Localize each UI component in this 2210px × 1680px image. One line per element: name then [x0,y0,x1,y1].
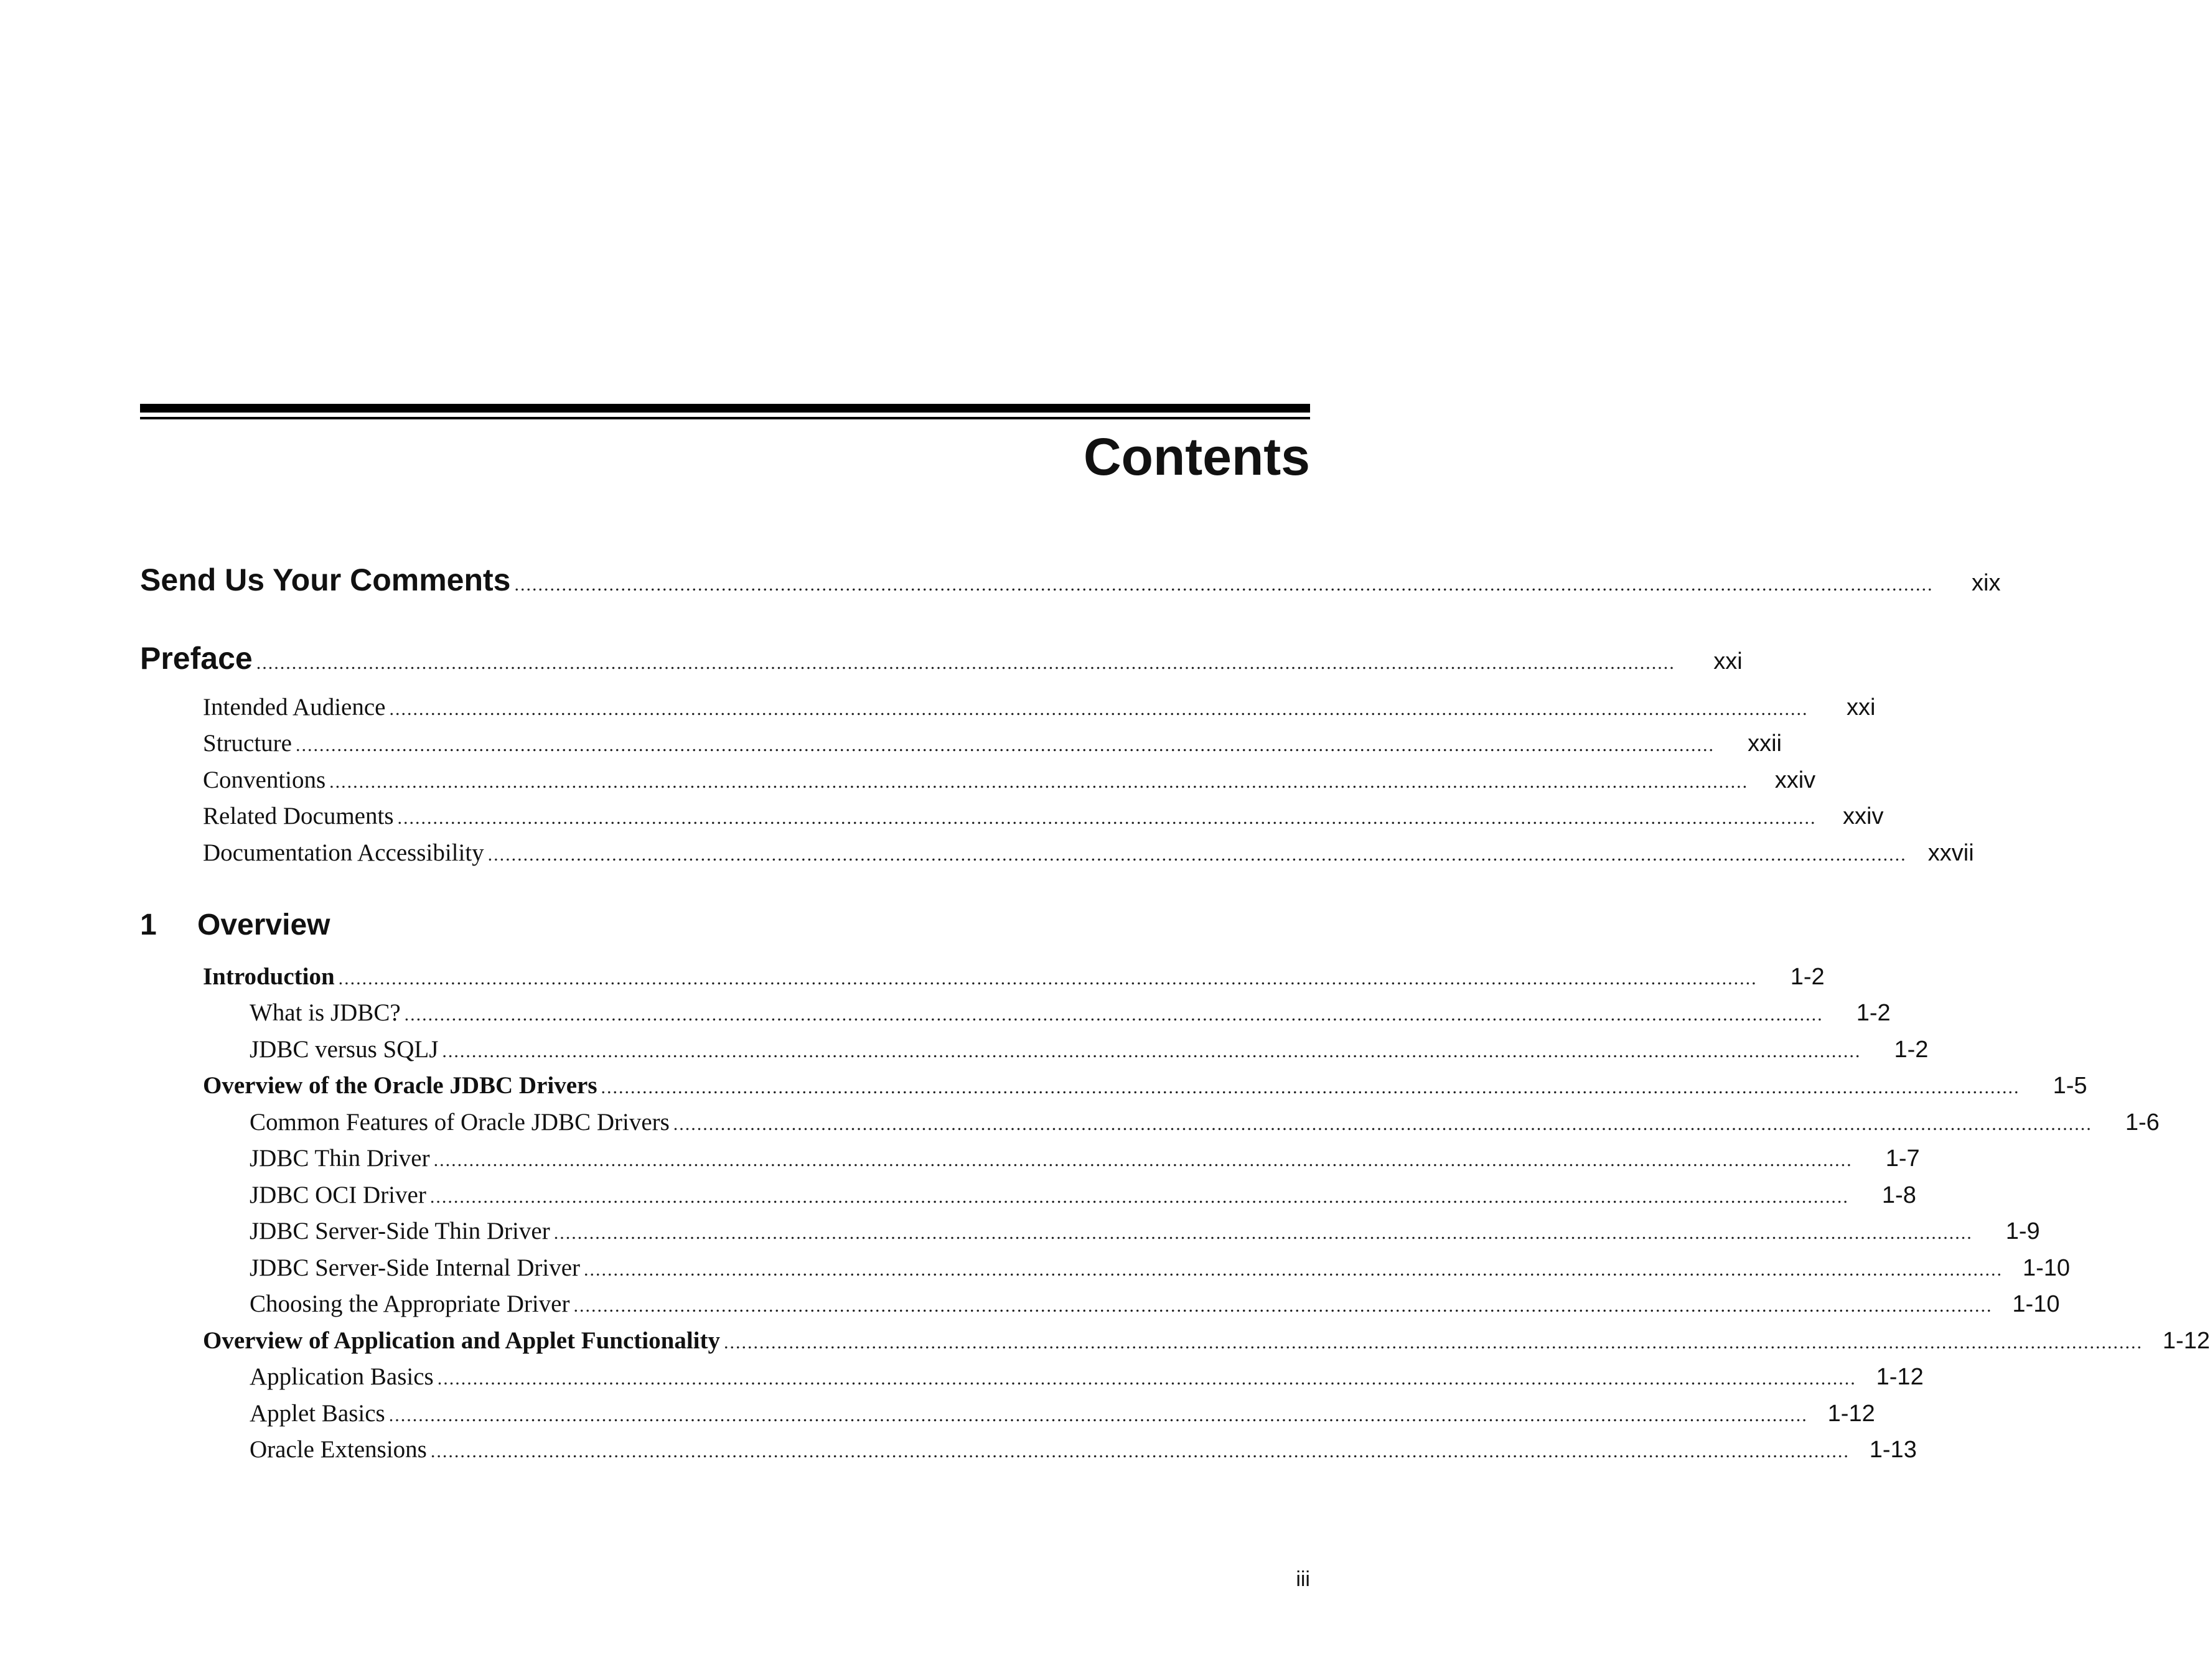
toc-entry-title: JDBC versus SQLJ [250,1036,439,1063]
dot-leader: ................................................................................................................................................................................................................................................ [329,772,1749,792]
toc-entry-title: Application Basics [250,1363,434,1390]
toc-entry-server-side-internal-driver[interactable] [250,1251,2070,1286]
toc-entry-title: Overview of the Oracle JDBC Drivers [203,1072,597,1099]
dot-leader: ................................................................................................................................................................................................................................................ [388,1405,1808,1426]
page-folio: iii [1296,1567,1310,1591]
toc-entry-applet-basics[interactable] [250,1396,1875,1431]
toc-entry-title: Overview of Application and Applet Functionality [203,1327,720,1354]
dot-leader: ................................................................................................................................................................................................................................................ [295,735,1715,755]
toc-entry-title: Related Documents [203,803,394,829]
toc-entry-page: 1-8 [1881,1182,1916,1208]
chapter-number: 1 [140,908,157,941]
toc-entry-jdbc-thin-driver[interactable] [250,1141,1920,1176]
toc-entry-page: 1-5 [2053,1073,2087,1099]
toc-entry-jdbc-versus-sqlj[interactable] [250,1032,1929,1067]
toc-entry-title: Documentation Accessibility [203,839,484,866]
dot-leader: ................................................................................................................................................................................................................................................ [256,653,1675,673]
toc-entry-title: JDBC Server-Side Thin Driver [250,1218,550,1244]
toc-entry-conventions[interactable] [203,763,1816,798]
dot-leader: ................................................................................................................................................................................................................................................ [673,1114,2092,1134]
toc-entry-title: Conventions [203,767,326,793]
dot-leader: ................................................................................................................................................................................................................................................ [573,1295,1993,1316]
toc-entry-page: 1-12 [1876,1364,1924,1390]
toc-entry-page: 1-6 [2125,1109,2160,1136]
toc-entry-page: 1-2 [1790,964,1825,990]
toc-entry-related-documents[interactable] [203,799,1884,834]
dot-leader: ................................................................................................................................................................................................................................................ [553,1223,1973,1243]
toc-entry-title: JDBC Thin Driver [250,1145,430,1172]
toc-entry-documentation-accessibility[interactable] [203,836,1974,870]
toc-entry-choosing-driver[interactable] [250,1287,2060,1322]
toc-entry-page: 1-12 [2162,1328,2210,1354]
toc-entry-page: xxi [1713,648,1743,674]
toc-entry-page: 1-9 [2005,1218,2040,1244]
header-rule-thick [140,404,1310,413]
toc-entry-page: 1-2 [1856,1000,1891,1026]
chapter-heading[interactable] [140,905,330,945]
dot-leader: ................................................................................................................................................................................................................................................ [442,1041,1861,1062]
dot-leader: ................................................................................................................................................................................................................................................ [389,699,1809,719]
toc-entry-title: JDBC OCI Driver [250,1182,426,1208]
toc-entry-title: Common Features of Oracle JDBC Drivers [250,1109,670,1136]
toc-entry-title: Choosing the Appropriate Driver [250,1290,570,1317]
dot-leader: ................................................................................................................................................................................................................................................ [723,1332,2143,1353]
toc-entry-page: xxvii [1927,840,1974,866]
toc-entry-oracle-jdbc-drivers[interactable] [203,1068,2087,1103]
toc-entry-structure[interactable] [203,726,1782,761]
toc-entry-title: Intended Audience [203,694,386,721]
chapter-title: Overview [197,908,330,941]
toc-entry-common-features[interactable] [250,1105,2160,1140]
dot-leader: ................................................................................................................................................................................................................................................ [433,1150,1853,1170]
toc-entry-title: Preface [140,641,253,676]
toc-entry-send-us-your-comments[interactable] [140,560,2001,600]
page-title: Contents [1084,427,1310,486]
dot-leader: ................................................................................................................................................................................................................................................ [397,808,1817,828]
dot-leader: ................................................................................................................................................................................................................................................ [487,844,1907,865]
toc-entry-introduction[interactable] [203,959,1825,994]
toc-entry-title: Applet Basics [250,1400,385,1427]
dot-leader: ................................................................................................................................................................................................................................................ [514,574,1934,595]
dot-leader: ................................................................................................................................................................................................................................................ [437,1368,1856,1389]
toc-entry-page: 1-10 [2012,1291,2060,1317]
toc-entry-page: xxiv [1774,767,1816,793]
toc-entry-title: Send Us Your Comments [140,562,511,597]
toc-entry-page: xxi [1847,694,1876,721]
toc-entry-title: Oracle Extensions [250,1436,427,1463]
toc-entry-page: 1-7 [1885,1146,1920,1172]
dot-leader: ................................................................................................................................................................................................................................................ [338,968,1758,989]
toc-entry-page: 1-13 [1869,1437,1917,1463]
toc-entry-jdbc-oci-driver[interactable] [250,1178,1916,1213]
toc-entry-application-basics[interactable] [250,1360,1924,1394]
toc-entry-application-applet-functionality[interactable] [203,1323,2210,1358]
toc-entry-title: JDBC Server-Side Internal Driver [250,1254,580,1281]
toc-entry-what-is-jdbc[interactable] [250,996,1891,1030]
dot-leader: ................................................................................................................................................................................................................................................ [584,1259,2003,1280]
toc-entry-page: 1-12 [1827,1401,1875,1427]
toc-entry-page: 1-2 [1894,1037,1929,1063]
toc-entry-title: What is JDBC? [250,999,401,1026]
toc-entry-server-side-thin-driver[interactable] [250,1214,2040,1249]
dot-leader: ................................................................................................................................................................................................................................................ [404,1004,1824,1025]
dot-leader: ................................................................................................................................................................................................................................................ [601,1077,2020,1098]
dot-leader: ................................................................................................................................................................................................................................................ [430,1441,1850,1462]
dot-leader: ................................................................................................................................................................................................................................................ [429,1187,1849,1207]
toc-entry-oracle-extensions[interactable] [250,1432,1917,1467]
toc-entry-title: Structure [203,730,292,757]
toc-entry-preface[interactable] [140,638,1743,678]
toc-entry-title: Introduction [203,963,335,990]
toc-entry-intended-audience[interactable] [203,690,1876,725]
toc-entry-page: xix [1972,570,2001,596]
toc-entry-page: xxii [1748,730,1782,757]
header-rule-thin [140,417,1310,419]
toc-entry-page: 1-10 [2022,1255,2070,1281]
toc-entry-page: xxiv [1843,803,1884,829]
